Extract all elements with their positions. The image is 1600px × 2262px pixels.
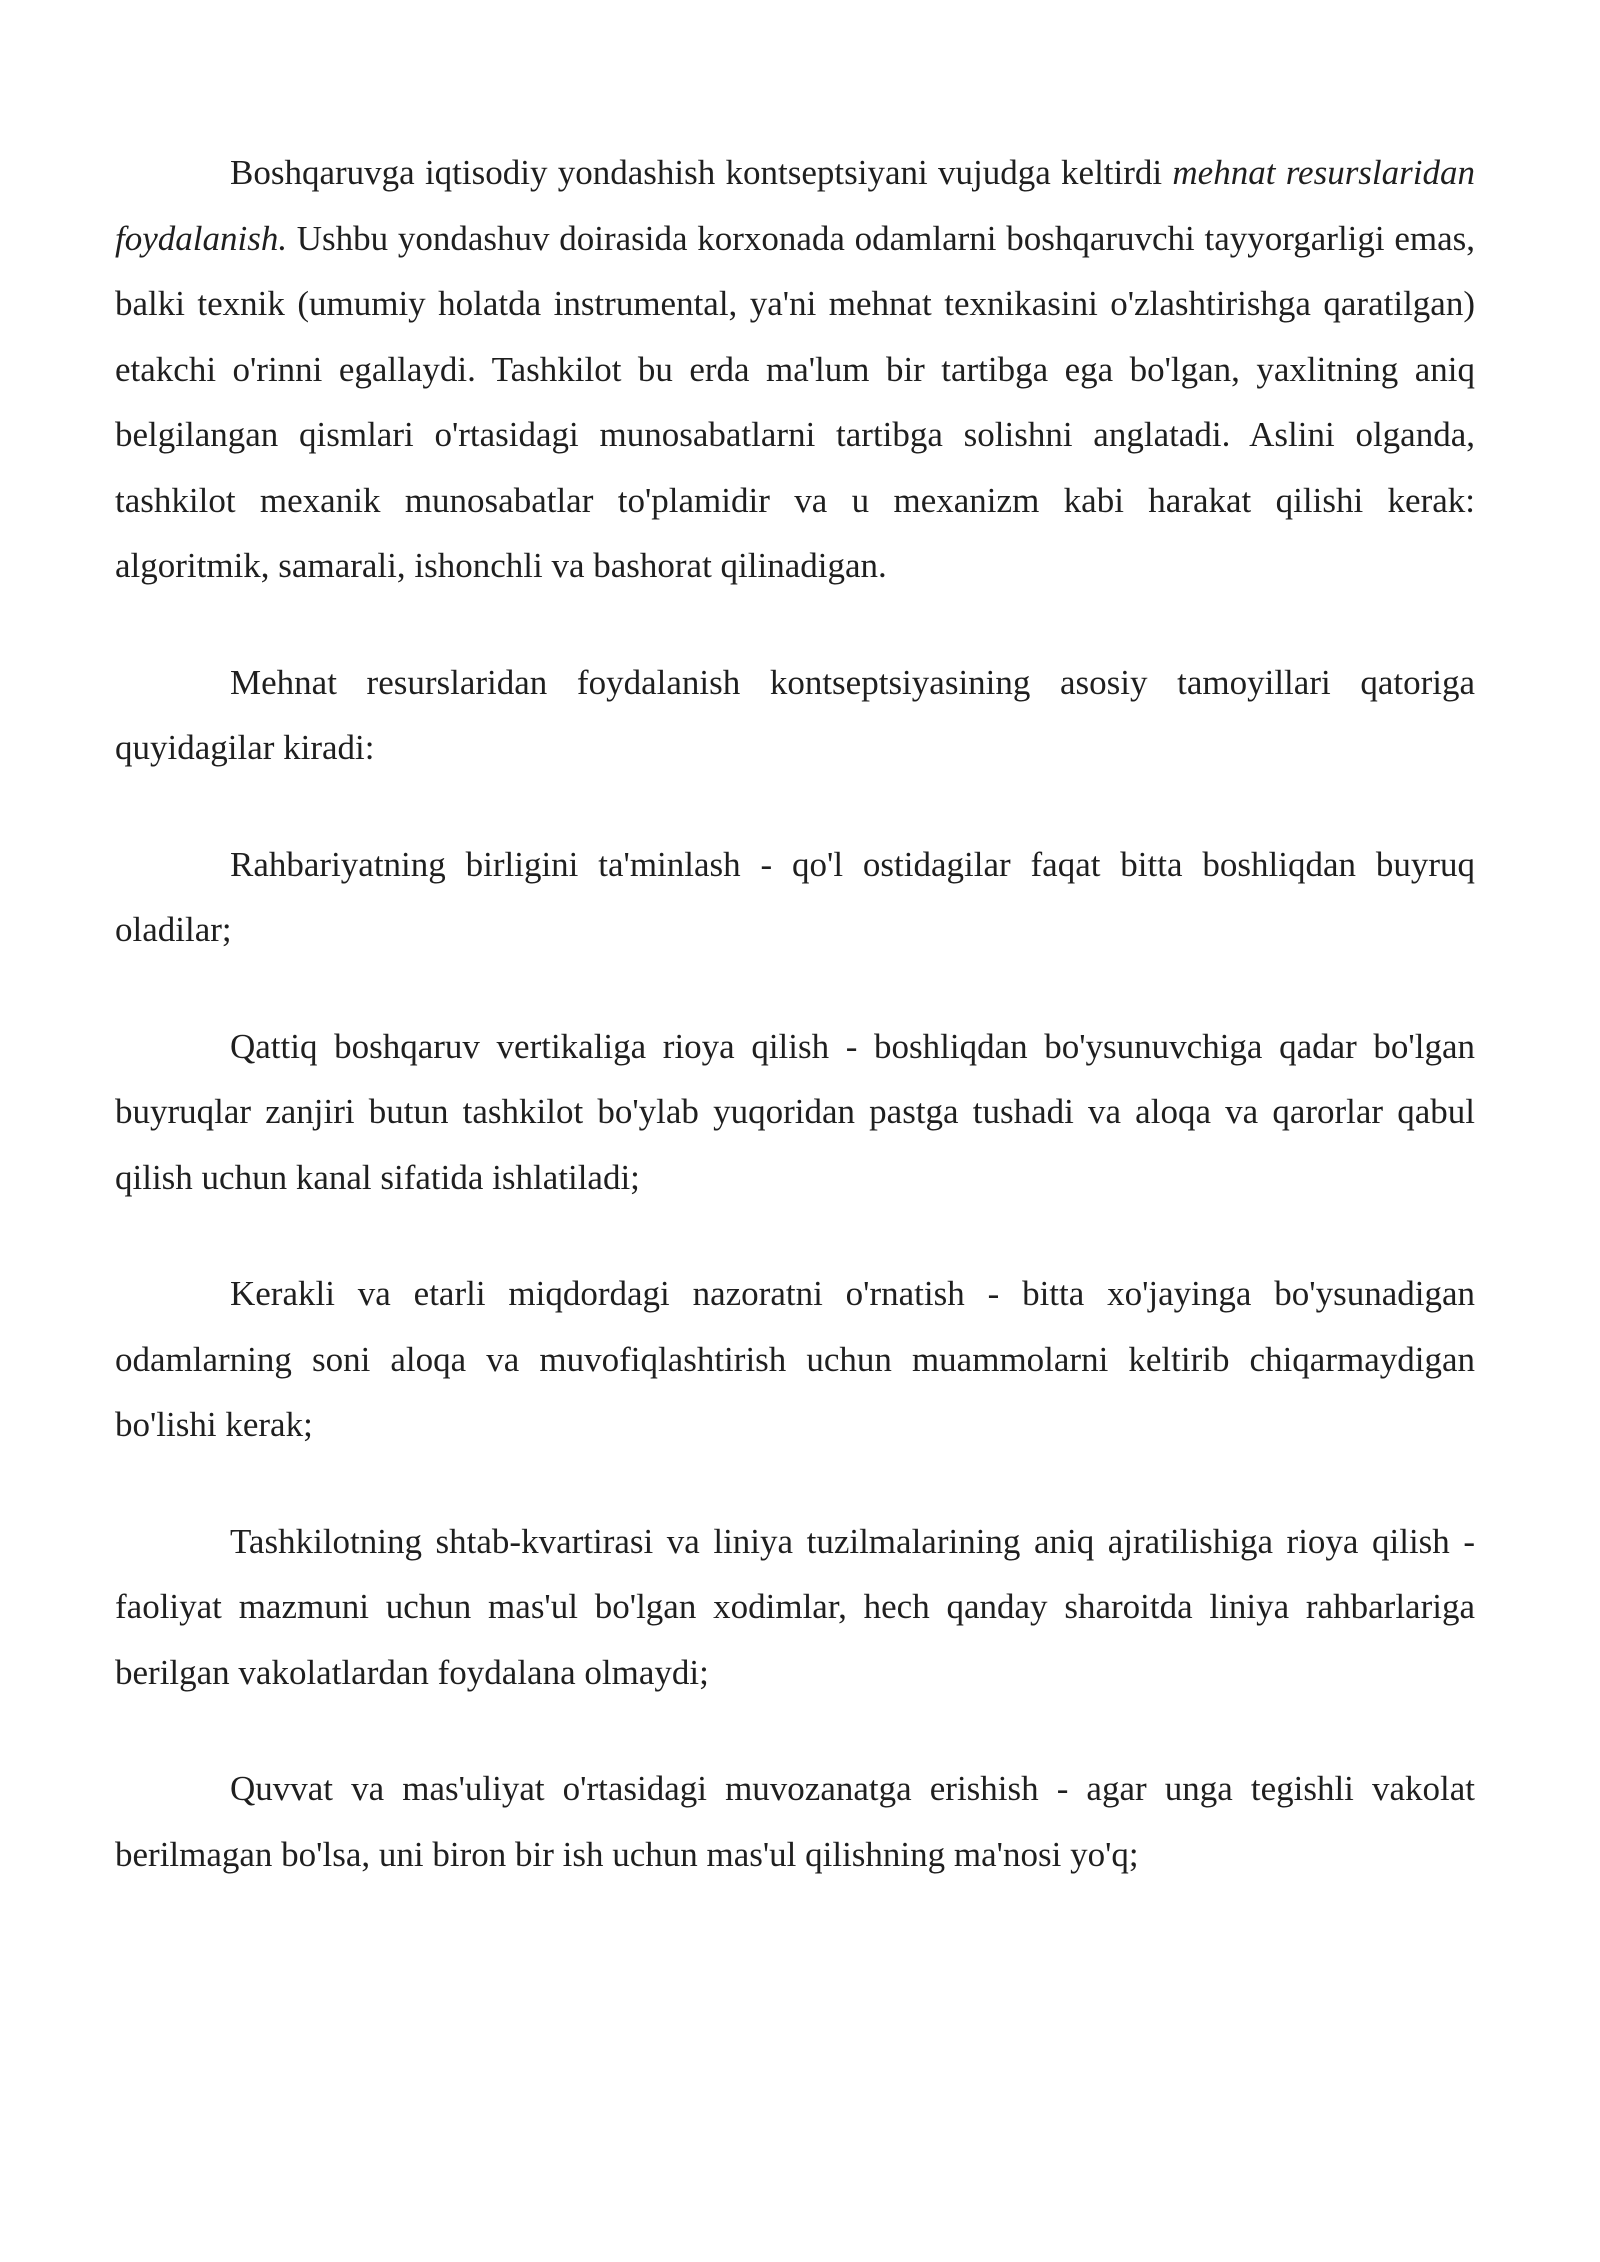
paragraph-spacer	[115, 1210, 1475, 1261]
paragraph-principles-intro: Mehnat resurslaridan foydalanish kontseptsiyasining asosiy tamoyillari qatoriga quyidagilar kiradi:	[115, 662, 1475, 767]
paragraph-principle-balance: Quvvat va mas'uliyat o'rtasidagi muvozanatga erishish - agar unga tegishli vakolat berilmagan bo'lsa, uni biron bir ish uchun mas'ul qilishning ma'nosi yo'q;	[115, 1769, 1475, 1874]
paragraph-principle-unity: Rahbariyatning birligini ta'minlash - qo'l ostidagilar faqat bitta boshliqdan buyruq oladilar;	[115, 844, 1475, 949]
italic-term: mehnat resurslaridan foydalanish.	[115, 153, 1476, 258]
paragraph-spacer	[115, 599, 1475, 650]
paragraph-principle-vertical: Qattiq boshqaruv vertikaliga rioya qilish - boshliqdan bo'ysunuvchiga qadar bo'lgan buyruqlar zanjiri butun tashkilot bo'ylab yuqoridan pastga tushadi va aloqa va qarorlar qabul qilish uchun kanal sifatida ishlatiladi;	[115, 1026, 1475, 1197]
paragraph-text-before-italic: Boshqaruvga iqtisodiy yondashish kontseptsiyani vujudga keltirdi	[230, 153, 1173, 192]
paragraph-economic-approach	[115, 140, 1475, 599]
paragraph-principle-separation: Tashkilotning shtab-kvartirasi va liniya tuzilmalarining aniq ajratilishiga rioya qilish - faoliyat mazmuni uchun mas'ul bo'lgan xodimlar, hech qanday sharoitda liniya rahbarlariga berilgan vakolatlardan foydalana olmaydi;	[115, 1521, 1475, 1692]
paragraph-spacer	[115, 963, 1475, 1014]
paragraph-text-after-italic: Ushbu yondashuv doirasida korxonada odamlarni boshqaruvchi tayyorgarligi emas, balki texnik (umumiy holatda instrumental, ya'ni mehnat texnikasini o'zlashtirishga qaratilgan) etakchi o'rinni egallaydi. Tashkilot bu erda ma'lum bir tartibga ega bo'lgan, yaxlitning aniq belgilangan qismlari o'rtasidagi munosabatlarni tartibga solishni anglatadi. Aslini olganda, tashkilot mexanik munosabatlar to'plamidir va u mexanizm kabi harakat qilishi kerak: algoritmik, samarali, ishonchli va bashorat qilinadigan.	[115, 218, 1475, 585]
paragraph-principle-control: Kerakli va etarli miqdordagi nazoratni o'rnatish - bitta xo'jayinga bo'ysunadigan odamlarning soni aloqa va muvofiqlashtirish uchun muammolarni keltirib chiqarmaydigan bo'lishi kerak;	[115, 1274, 1475, 1444]
document-page	[115, 140, 1475, 1887]
paragraph-spacer	[115, 781, 1475, 832]
paragraph-spacer	[115, 1705, 1475, 1756]
paragraph-spacer	[115, 1458, 1475, 1509]
